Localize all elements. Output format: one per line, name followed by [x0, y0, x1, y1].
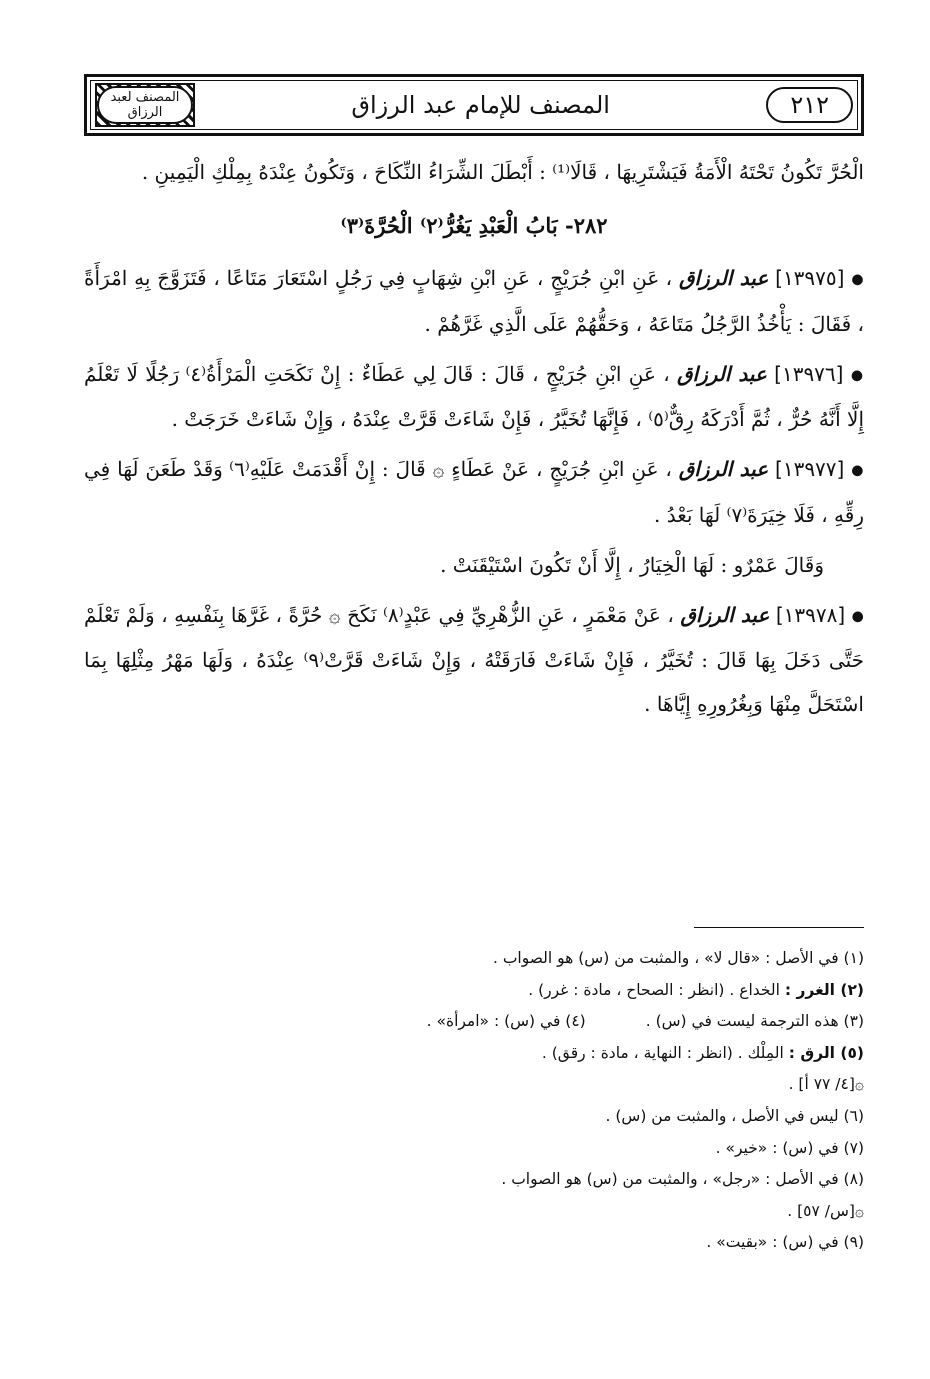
author-name: عبد الرزاق: [677, 361, 767, 386]
ornament-label: المصنف لعبد الرزاق: [97, 86, 193, 124]
footnote-6: (٦) ليس في الأصل ، والمثبت من (س) .: [605, 1106, 864, 1125]
bullet-icon: ●: [851, 271, 865, 288]
bullet-icon: ●: [851, 608, 865, 624]
folio-marker-1: ۞[٤/ ٧٧ أ] .: [788, 1075, 864, 1094]
hadith-text: ، عَنِ ابْنِ جُرَيْجٍ ، قَالَ : قَالَ لِي عَطَاءٌ : إِنْ نَكَحَتِ الْمَرْأَةُ⁽٤⁾ رَجُلًا لَا تَعْلَمُ إِلَّا أَنَّهُ حُرٌّ ، ثُمَّ أَدْرَكَهُ رِقٌّ⁽٥⁾ ، فَإِنَّهَا تُخَيَّرُ ، فَإِنْ شَاءَتْ قَرَّتْ عِنْدَهُ ، وَإِنْ شَاءَتْ خَرَجَتْ .: [84, 361, 864, 431]
footnote-5: [84, 1038, 864, 1070]
footnote-5-text: المِلْك . (انظر : النهاية ، مادة : رقق) .: [541, 1043, 784, 1062]
hadith-text: ، عَنِ ابْنِ جُرَيْجٍ ، عَنِ ابْنِ شِهَابٍ فِي رَجُلٍ اسْتَعَارَ مَتَاعًا ، فَتَزَوَّجَ بِهِ امْرَأَةً ، فَقَالَ : يَأْخُذُ الرَّجُلُ مَتَاعَهُ ، وَحَقُّهُمْ عَلَى الَّذِي غَرَّهُمْ .: [84, 266, 864, 336]
footnote-4: (٤) في (س) : «امرأة» .: [426, 1012, 586, 1031]
footnote-pair: [84, 1006, 864, 1038]
author-name: عبد الرزاق: [678, 457, 769, 481]
bullet-icon: ●: [850, 367, 864, 383]
amr-note: وَقَالَ عَمْرٌو : لَهَا الْخِيَارُ ، إِلَّا أَنْ تَكُونَ اسْتَيْقَنَتْ .: [440, 552, 824, 577]
bullet-icon: ●: [851, 462, 864, 479]
hadith-paragraph: [84, 447, 864, 537]
footnote-3: (٣) هذه الترجمة ليست في (س) .: [645, 1012, 864, 1031]
hadith-text: ، عَنِ ابْنِ جُرَيْجٍ ، عَنْ عَطَاءٍ ۞ قَالَ : إِنْ أَقْدَمَتْ عَلَيْهِ⁽٦⁾ وَقَدْ طَعَنَ لَهَا فِي رِقِّهِ ، فَلَا خِيَرَةَ⁽٧⁾ لَهَا بَعْدُ .: [84, 457, 864, 527]
page-header: [84, 74, 864, 136]
footnote-2-label: (٢) الغرر :: [784, 980, 864, 999]
footnote-5-label: (٥) الرق :: [788, 1043, 864, 1062]
hadith-number: [١٣٩٧٧]: [775, 457, 845, 481]
hadith-number: [١٣٩٧٦]: [774, 361, 844, 386]
chapter-title: ٢٨٢- بَابُ الْعَبْدِ يَغُرُّ⁽٢⁾ الْحُرَّةَ⁽٣⁾: [340, 213, 608, 238]
footnote-2: [84, 975, 864, 1007]
footnote-1: (١) في الأصل : «قال لا» ، والمثبت من (س) هو الصواب .: [492, 949, 864, 967]
hadith-paragraph: [84, 593, 864, 727]
footnotes: [84, 943, 864, 1259]
hadith-paragraph: [84, 352, 864, 442]
main-text: [84, 150, 864, 732]
hadith-paragraph: [84, 256, 864, 346]
ornament-left: [95, 83, 195, 127]
footnote-2-text: الخداع . (انظر : الصحاح ، مادة : غرر) .: [528, 980, 780, 999]
hadith-number: [١٣٩٧٨]: [775, 602, 846, 627]
hadith-number: [١٣٩٧٥]: [775, 266, 845, 290]
author-name: عبد الرزاق: [678, 266, 769, 290]
page-number: ٢١٢: [766, 87, 853, 123]
running-title: المصنف للإمام عبد الرزاق: [351, 91, 610, 119]
folio-marker-2: ۞[س/ ٥٧] .: [787, 1201, 864, 1220]
footnote-divider: [694, 927, 864, 928]
author-name: عبد الرزاق: [680, 602, 770, 627]
hadith-text: ، عَنْ مَعْمَرٍ ، عَنِ الزُّهْرِيِّ فِي عَبْدٍ⁽٨⁾ نَكَحَ ۞ حُرَّةً ، غَرَّهَا بِنَفْسِهِ ، وَلَمْ تَعْلَمْ حَتَّى دَخَلَ بِهَا قَالَ : تُخَيَّرُ ، فَإِنْ شَاءَتْ فَارَقَتْهُ ، وَإِنْ شَاءَتْ قَرَّتْ⁽٩⁾ عِنْدَهُ ، وَلَهَا مَهْرُ مِثْلِهَا بِمَا اسْتَحَلَّ مِنْهَا وَبِغُرُورِهِ إِيَّاهَا .: [84, 602, 864, 716]
footnote-7: (٧) في (س) : «خير» .: [715, 1138, 864, 1157]
continuation-paragraph: الْحُرَّ تَكُونُ تَحْتَهُ الْأَمَةُ فَيَشْتَرِيهَا ، قَالَا⁽¹⁾ : أَبْطَلَ الشِّرَاءُ النِّكَاحَ ، وَتَكُونُ عِنْدَهُ بِمِلْكِ الْيَمِينِ .: [141, 160, 864, 184]
footnote-8: (٨) في الأصل : «رجل» ، والمثبت من (س) هو الصواب .: [501, 1170, 864, 1189]
footnote-9: (٩) في (س) : «بقيت» .: [706, 1233, 864, 1252]
